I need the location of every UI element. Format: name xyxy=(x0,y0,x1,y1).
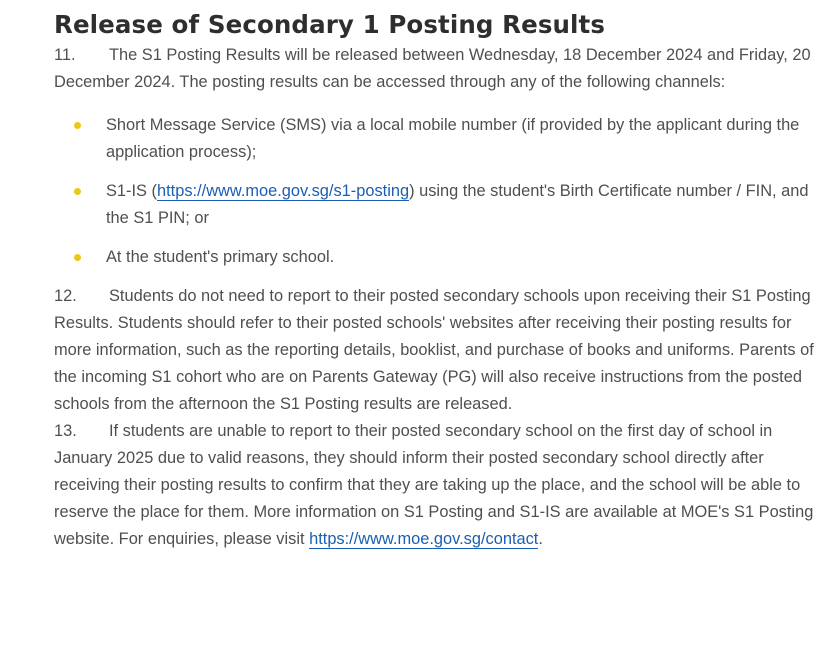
paragraph-end: . xyxy=(538,530,543,548)
paragraph-13 xyxy=(54,418,824,553)
list-item-text: At the student's primary school. xyxy=(106,248,335,266)
paragraph-11 xyxy=(54,42,824,96)
list-item-text-after: ) using the student's Birth Certificate number / FIN, and the S1 PIN; or xyxy=(106,182,809,227)
channels-list xyxy=(54,112,824,271)
paragraph-number: 11. xyxy=(54,46,76,64)
paragraph-12 xyxy=(54,283,824,418)
paragraph-number: 12. xyxy=(54,287,77,305)
list-item-text: Short Message Service (SMS) via a local mobile number (if provided by the applicant during the application process); xyxy=(106,116,800,161)
list-item-primary-school xyxy=(54,244,824,271)
paragraph-text: If students are unable to report to their posted secondary school on the first day of school in January 2025 due to valid reasons, they should inform their posted secondary school directly after receiving their posting results to confirm that they are taking up the place, and the school will be able to reserve the place for them. More information on S1 Posting and S1-IS are available at MOE's S1 Posting website. For enquiries, please visit xyxy=(54,422,814,548)
paragraph-number: 13. xyxy=(54,422,77,440)
contact-link[interactable]: https://www.moe.gov.sg/contact xyxy=(309,530,539,548)
paragraph-text: Students do not need to report to their posted secondary schools upon receiving their S1 Posting Results. Students should refer to their posted schools' websites after receiving their posting results for more information, such as the reporting details, booklist, and purchase of books and uniforms. Parents of the incoming S1 cohort who are on Parents Gateway (PG) will also receive instructions from the posted schools from the afternoon the S1 Posting results are released. xyxy=(54,287,814,413)
article xyxy=(54,0,824,553)
list-item-sms xyxy=(54,112,824,166)
s1-posting-link[interactable]: https://www.moe.gov.sg/s1-posting xyxy=(157,182,410,200)
paragraph-text: The S1 Posting Results will be released between Wednesday, 18 December 2024 and Friday, 20 December 2024. The posting results can be accessed through any of the following channels: xyxy=(54,46,811,91)
bullet-icon xyxy=(74,188,81,195)
bullet-icon xyxy=(74,122,81,129)
bullet-icon xyxy=(74,254,81,261)
page-title: Release of Secondary 1 Posting Results xyxy=(54,10,606,39)
list-item-s1-is xyxy=(54,178,824,232)
list-item-text-before: S1-IS ( xyxy=(106,182,158,200)
